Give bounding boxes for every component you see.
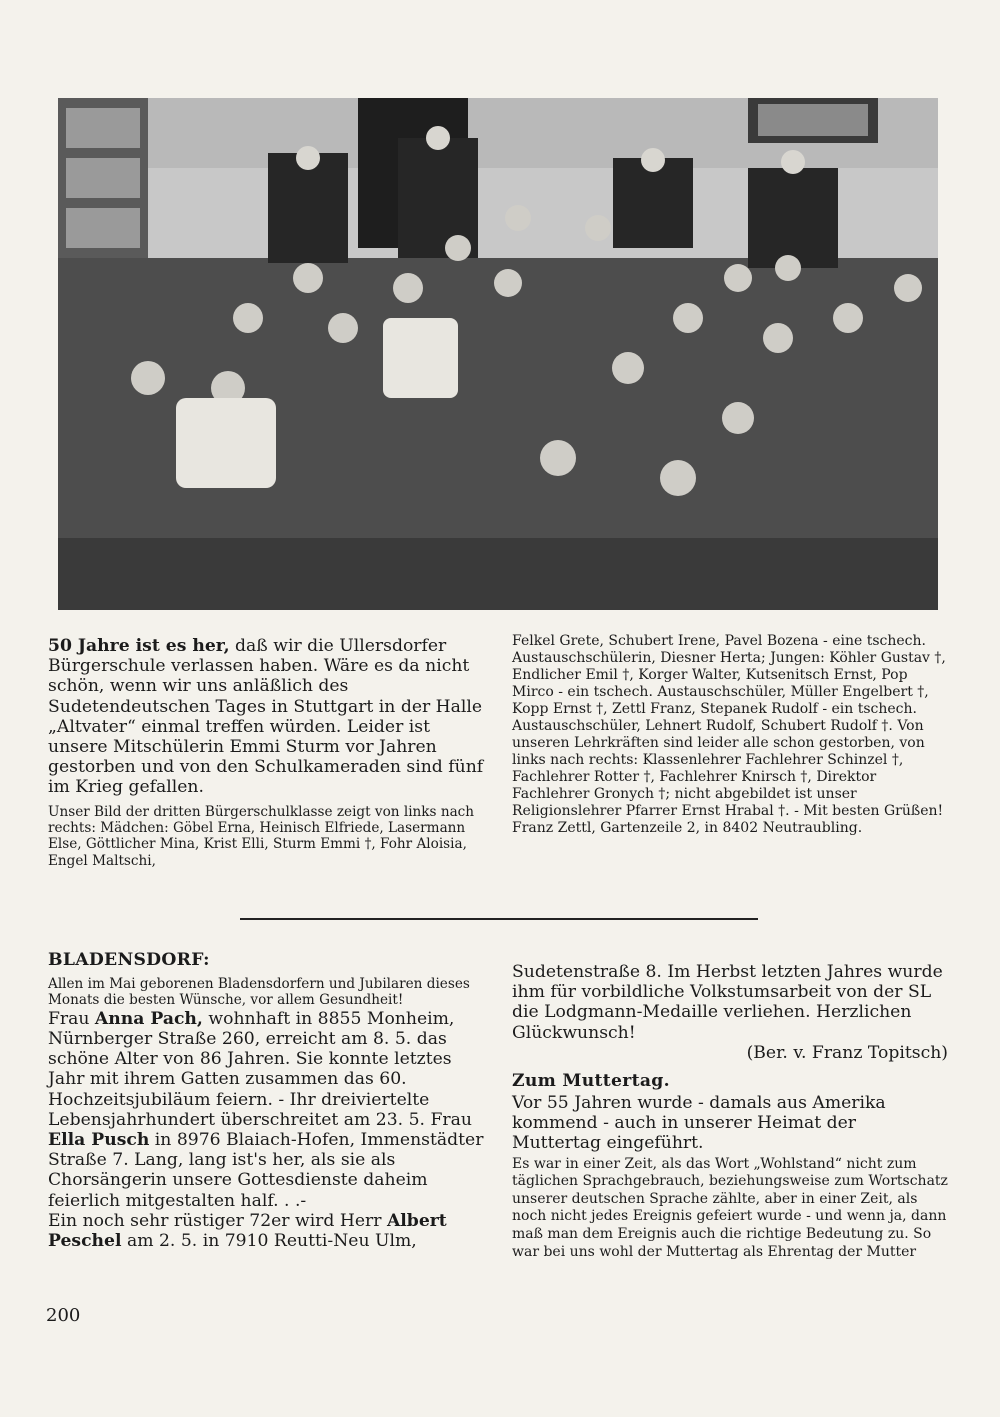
muttertag-body: Es war in einer Zeit, als das Wort „Wohlstand“ nicht zum täglichen Sprachgebrauch, beziehungsweise zum Wortschatz unserer deutschen Sprache zählte, aber in einer Zeit, als noch nicht jedes Ereignis gefeiert wurde - und wenn ja, dann maß man dem Ereignis auch die richtige Bedeutung zu. So war bei uns wohl der Muttertag als Ehrentag der Mutter	[512, 1155, 948, 1260]
class-photo	[58, 98, 938, 610]
bladensdorf-peschel	[48, 1211, 484, 1251]
person-name-anna-pach: Anna Pach,	[94, 1008, 203, 1029]
photo-caption-right: Felkel Grete, Schubert Irene, Pavel Bozena - eine tschech. Austauschschülerin, Diesner Herta; Jungen: Köhler Gustav †, Endlicher Emil †, Korger Walter, Kutsenitsch Ernst, Pop Mirco - ein tschech. Austauschschüler, Müller Engelbert †, Kopp Ernst †, Zettl Franz, Stepanek Rudolf - ein tschech. Austauschschüler, Lehnert Rudolf, Schubert Rudolf †. Von unseren Lehrkräften sind leider alle schon gestorben, von links nach rechts: Klassenlehrer Fachlehrer Schinzel †, Fachlehrer Rotter †, Fachlehrer Knirsch †, Direktor Fachlehrer Gronych †; nicht abgebildet ist unser Religionslehrer Pfarrer Ernst Hrabal †. - Mit besten Grüßen! Franz Zettl, Gartenzeile 2, in 8402 Neutraubling.	[512, 633, 946, 836]
text-run: in 8976 Blaiach-Hofen, Immenstädter Straße 7. Lang, lang ist's her, als sie als Chorsängerin unsere Gottesdienste daheim feierlich mitgestalten half. . .-	[48, 1130, 484, 1211]
person-name-albert-peschel: Albert Peschel	[48, 1210, 447, 1252]
bladensdorf-peschel-continued: Sudetenstraße 8. Im Herbst letzten Jahres wurde ihm für vorbildliche Volkstumsarbeit von der SL die Lodgmann-Medaille verliehen. Herzlichen Glückwunsch!	[512, 962, 943, 1043]
bladensdorf-birthdays	[48, 1009, 484, 1211]
text-run: Ein noch sehr rüstiger 72er wird Herr	[48, 1210, 387, 1231]
reunion-paragraph	[48, 636, 484, 798]
text-run: Frau	[48, 1008, 95, 1029]
bladensdorf-byline: (Ber. v. Franz Topitsch)	[746, 1042, 948, 1063]
bladensdorf-intro: Allen im Mai geborenen Bladensdorfern und Jubilaren dieses Monats die besten Wünsche, vor allem Gesundheit!	[48, 976, 470, 1009]
right-column-lower	[512, 962, 948, 1261]
reunion-lead: 50 Jahre ist es her,	[48, 636, 230, 656]
reunion-notice	[48, 636, 484, 869]
photo-caption-left: Unser Bild der dritten Bürgerschulklasse zeigt von links nach rechts: Mädchen: Göbel Erna, Heinisch Elfriede, Lasermann Else, Göttlicher Mina, Krist Elli, Sturm Emmi †, Fohr Aloisia, Engel Maltschi,	[48, 803, 475, 869]
text-run: wohnhaft in 8855 Monheim, Nürnberger Straße 260, erreicht am 8. 5. das schöne Alter von 86 Jahren. Sie konnte letztes Jahr mit ihrem Gatten zusammen das 60. Hochzeitsjubiläum feiern. - Ihr dreiviertelte Lebensjahrhundert überschreitet am 23. 5. Frau	[48, 1008, 472, 1130]
photo-caption-right-column	[512, 633, 948, 837]
bladensdorf-heading: BLADENSDORF:	[48, 950, 210, 970]
muttertag-heading: Zum Muttertag.	[512, 1071, 670, 1092]
muttertag-intro: Vor 55 Jahren wurde - damals aus Amerika kommend - auch in unserer Heimat der Muttertag eingeführt.	[512, 1093, 886, 1154]
section-divider	[240, 918, 758, 920]
page-number: 200	[46, 1305, 81, 1326]
bladensdorf-section	[48, 950, 484, 1251]
text-run: am 2. 5. in 7910 Reutti-Neu Ulm,	[121, 1231, 417, 1252]
person-name-ella-pusch: Ella Pusch	[48, 1130, 150, 1151]
reunion-text: daß wir die Ullersdorfer Bürgerschule verlassen haben. Wäre es da nicht schön, wenn wir uns anläßlich des Sudetendeutschen Tages in Stuttgart in der Halle „Altvater“ einmal treffen würden. Leider ist unsere Mitschülerin Emmi Sturm vor Jahren gestorben und von den Schulkameraden sind fünf im Krieg gefallen.	[48, 636, 484, 798]
class-photo-illustration	[58, 98, 938, 610]
